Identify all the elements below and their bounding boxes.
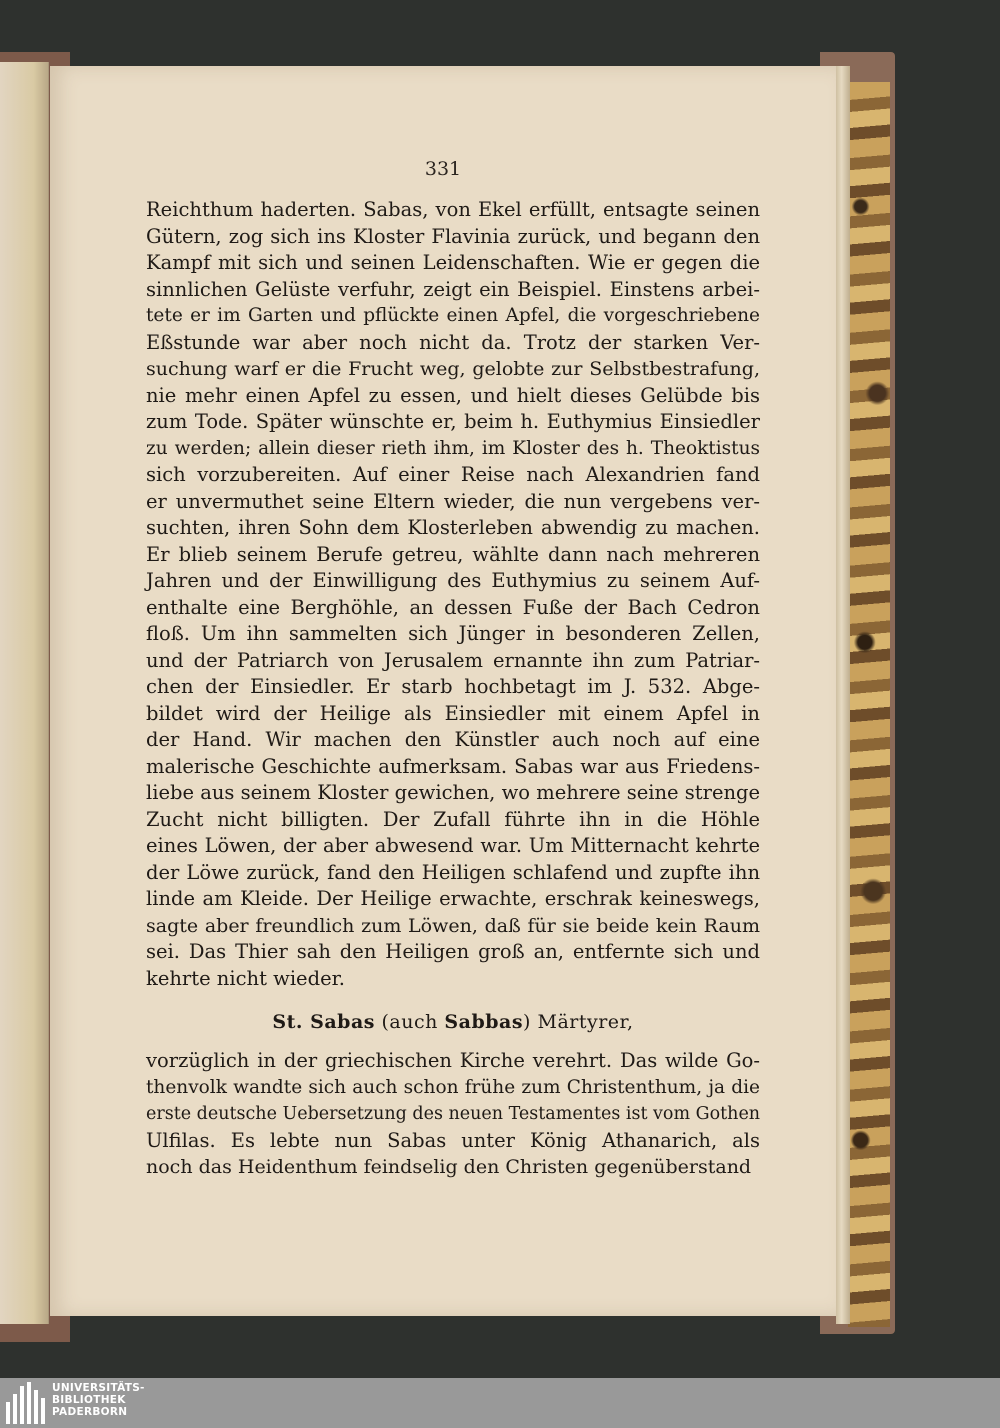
library-footer [0,1378,1000,1428]
text-line: suchten, ihren Sohn dem Klosterleben abwendig zu machen. [146,516,760,539]
text-line: suchung warf er die Frucht weg, gelobte zur Selbstbestrafung, [146,358,760,380]
text-line: sagte aber freundlich zum Löwen, daß für sie beide kein Raum [146,914,760,937]
paragraph-sabas-martyr [146,1048,760,1181]
text-line: erste deutsche Uebersetzung des neuen Testamentes ist vom Gothen [146,1104,761,1124]
page-number: 331 [424,158,462,180]
text-line: vorzüglich in der griechischen Kirche verehrt. Das wilde Go- [146,1049,760,1072]
text-line: kehrte nicht wieder. [146,966,345,990]
logo-line-3: PADERBORN [52,1406,128,1418]
text-line: thenvolk wandte sich auch schon frühe zum Christenthum, ja die [146,1076,760,1098]
paragraph-sabas-biography [146,197,760,992]
page-edge [836,66,850,1324]
logo-line-2: BIBLIOTHEK [52,1394,126,1406]
text-line: Reichthum haderten. Sabas, von Ekel erfüllt, entsagte seinen [146,198,760,221]
text-line: er unvermuthet seine Eltern wieder, die nun vergebens ver- [146,489,760,513]
section-heading [146,1011,760,1033]
text-line: sei. Das Thier sah den Heiligen groß an, entfernte sich und [146,940,760,963]
text-line: sinnlichen Gelüste verfuhr, zeigt ein Beispiel. Einstens arbei- [146,277,760,301]
text-line: und der Patriarch von Jerusalem ernannte ihn zum Patriar- [146,648,760,672]
text-line: Zucht nicht billigten. Der Zufall führte ihn in die Höhle [146,807,760,831]
heading-alt-name: Sabbas [444,1011,524,1033]
text-line: Eßstunde war aber noch nicht da. Trotz der starken Ver- [146,330,760,354]
text-line: noch das Heidenthum feindselig den Christen gegenüberstand [146,1156,752,1178]
heading-middle: (auch [374,1011,445,1033]
library-logo-icon [6,1382,52,1424]
text-line: zum Tode. Später wünschte er, beim h. Euthymius Einsiedler [146,410,760,433]
left-page-edge [0,62,49,1324]
text-line: malerische Geschichte aufmerksam. Sabas war aus Friedens- [146,754,760,778]
heading-rest: ) Märtyrer, [523,1011,634,1033]
text-line: sich vorzubereiten. Auf einer Reise nach Alexandrien fand [146,463,760,486]
library-logo-text [52,1382,145,1418]
text-line: eines Löwen, der aber abwesend war. Um Mitternacht kehrte [146,834,760,857]
text-line: Kampf mit sich und seinen Leidenschaften. Wie er gegen die [146,251,760,274]
marbled-endpaper [848,82,890,1327]
text-line: enthalte eine Berghöhle, an dessen Fuße der Bach Cedron [146,595,760,619]
text-line: Jahren und der Einwilligung des Euthymius zu seinem Auf- [146,569,760,592]
text-line: linde am Kleide. Der Heilige erwachte, erschrak keineswegs, [146,887,760,910]
text-line: Ulfilas. Es lebte nun Sabas unter König Athanarich, als [146,1128,760,1152]
text-line: der Löwe zurück, fand den Heiligen schlafend und zupfte ihn [146,860,760,884]
book-page [50,66,836,1316]
text-line: der Hand. Wir machen den Künstler auch noch auf eine [146,728,760,751]
text-line: zu werden; allein dieser rieth ihm, im Kloster des h. Theoktistus [146,437,760,459]
text-line: tete er im Garten und pflückte einen Apfel, die vorgeschriebene [146,305,760,326]
text-line: Gütern, zog sich ins Kloster Flavinia zurück, und begann den [146,224,760,248]
text-line: Er blieb seinem Berufe getreu, wählte dann nach mehreren [146,542,760,566]
logo-line-1: UNIVERSITÄTS- [52,1382,145,1394]
text-line: chen der Einsiedler. Er starb hochbetagt im J. 532. Abge- [146,675,760,698]
text-line: bildet wird der Heilige als Einsiedler mit einem Apfel in [146,701,760,725]
text-line: liebe aus seinem Kloster gewichen, wo mehrere seine strenge [146,781,761,804]
text-line: nie mehr einen Apfel zu essen, und hielt dieses Gelübde bis [146,383,760,407]
heading-saint-name: St. Sabas [272,1011,375,1033]
text-line: floß. Um ihn sammelten sich Jünger in besonderen Zellen, [146,622,760,645]
